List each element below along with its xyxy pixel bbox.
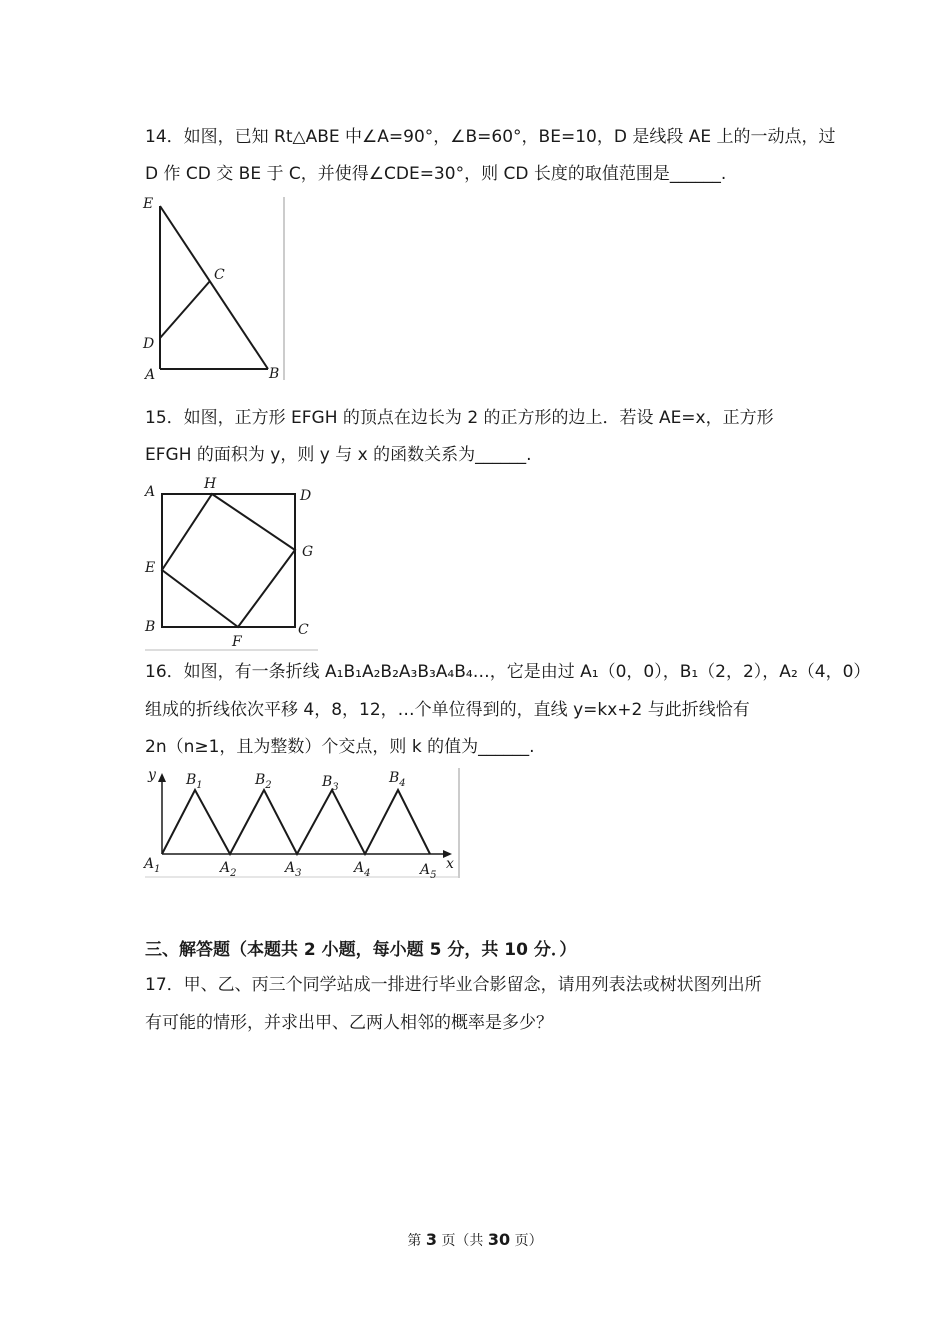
footer-mid: 页（共 <box>441 1233 484 1249</box>
q16-line-1: 16．如图，有一条折线 A₁B₁A₂B₂A₃B₃A₄B₄…，它是由过 A₁（0，0），B₁（2，2），A₂（4，0） <box>145 662 871 682</box>
label-b: B <box>269 366 280 382</box>
section-3-heading: 三、解答题（本题共 2 小题，每小题 5 分，共 10 分．） <box>145 940 577 960</box>
label-d: D <box>143 336 155 352</box>
label-a: A <box>145 484 156 500</box>
label-b2: $B_2$ <box>255 772 272 791</box>
figure-q16-polyline <box>140 764 465 884</box>
label-a1: $A_1$ <box>144 856 161 875</box>
label-a2: $A_2$ <box>220 860 237 879</box>
q14-line-1: 14．如图，已知 Rt△ABE 中∠A=90°，∠B=60°，BE=10，D 是线段 AE 上的一动点，过 <box>145 127 836 147</box>
q15-line-2: EFGH 的面积为 y，则 y 与 x 的函数关系为______. <box>145 445 532 465</box>
label-a5: $A_5$ <box>420 862 437 881</box>
zigzag-polyline <box>162 790 430 854</box>
label-b3: $B_3$ <box>322 774 339 793</box>
q16-line-3: 2n（n≥1，且为整数）个交点，则 k 的值为______. <box>145 737 535 757</box>
y-axis-arrow <box>158 773 166 782</box>
q16-line-2: 组成的折线依次平移 4，8，12，…个单位得到的，直线 y=kx+2 与此折线恰有 <box>145 700 750 720</box>
q17-line-1: 17．甲、乙、丙三个同学站成一排进行毕业合影留念，请用列表法或树状图列出所 <box>145 975 762 995</box>
label-c: C <box>214 267 225 283</box>
page-footer <box>0 1230 950 1250</box>
footer-suffix: 页） <box>514 1233 543 1249</box>
q17-line-2: 有可能的情形，并求出甲、乙两人相邻的概率是多少？ <box>145 1013 553 1033</box>
label-b: B <box>145 619 156 635</box>
label-axis-y: y <box>148 767 156 783</box>
label-a: A <box>145 367 156 383</box>
label-h: H <box>204 476 217 492</box>
footer-total-pages: 30 <box>487 1230 511 1249</box>
label-b4: $B_4$ <box>389 770 406 789</box>
segment-dc <box>160 281 210 338</box>
figure-q15-squares <box>140 474 320 652</box>
label-c: C <box>298 622 309 638</box>
label-axis-x: x <box>446 856 454 872</box>
label-a3: $A_3$ <box>285 860 302 879</box>
figure-q14-triangle <box>140 192 290 384</box>
label-a4: $A_4$ <box>354 860 371 879</box>
footer-page-number: 3 <box>425 1230 437 1249</box>
label-d: D <box>300 488 312 504</box>
q14-line-2: D 作 CD 交 BE 于 C，并使得∠CDE=30°，则 CD 长度的取值范围是______. <box>145 164 727 184</box>
label-e: E <box>145 560 156 576</box>
label-g: G <box>302 544 314 560</box>
label-b1: $B_1$ <box>186 772 203 791</box>
segment-eb <box>160 206 268 369</box>
outer-square <box>162 494 295 627</box>
inner-square-efgh <box>162 494 295 627</box>
label-f: F <box>232 634 242 650</box>
label-e: E <box>143 196 154 212</box>
q15-line-1: 15．如图，正方形 EFGH 的顶点在边长为 2 的正方形的边上．若设 AE=x，正方形 <box>145 408 774 428</box>
footer-prefix: 第 <box>407 1233 422 1249</box>
